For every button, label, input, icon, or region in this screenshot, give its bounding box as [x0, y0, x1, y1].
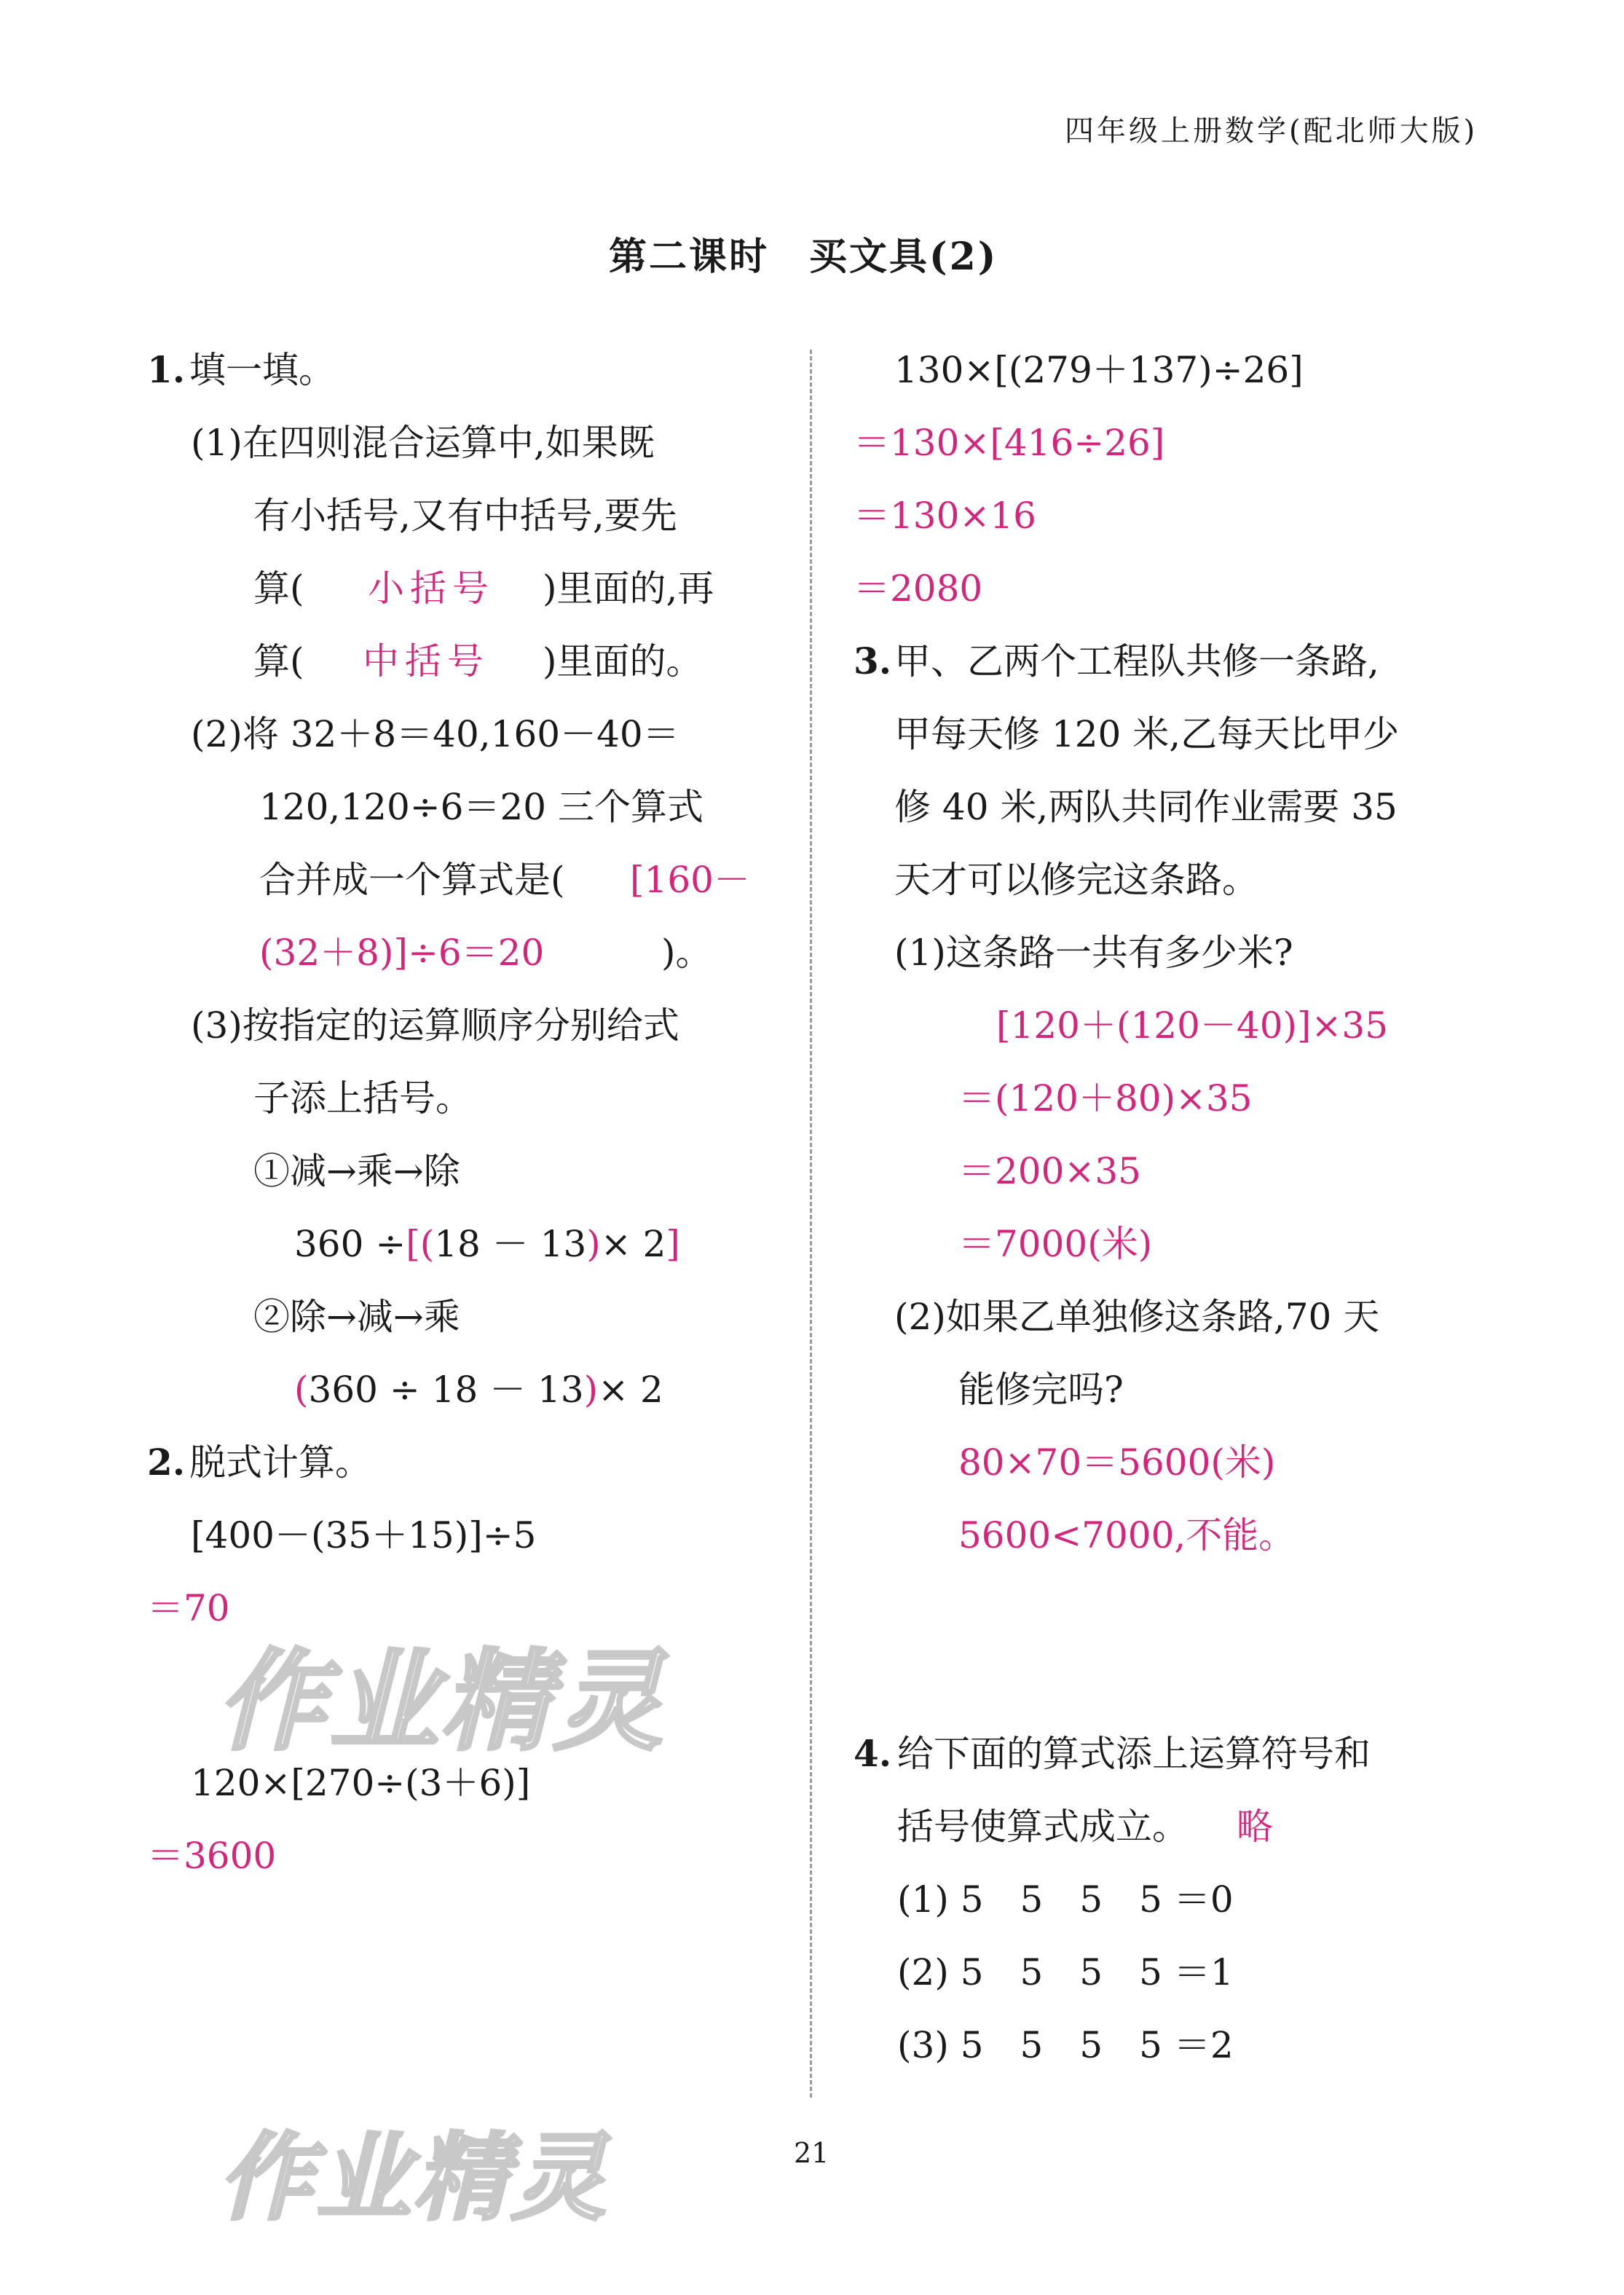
answer-step: 80×70＝5600(米)	[958, 1441, 1276, 1484]
question-number: 3.	[854, 639, 892, 682]
answer: 小括号	[368, 567, 494, 610]
watermark: 作业精灵	[217, 1639, 666, 1765]
expression-part: 360 ÷ 18 － 13	[308, 1369, 584, 1411]
expression-part: 18 － 13	[434, 1223, 587, 1265]
question-title: 填一填。	[189, 349, 335, 391]
text-line: )里面的,再	[543, 567, 714, 610]
answer-bracket: [(	[406, 1223, 435, 1265]
text-line: 有小括号,又有中括号,要先	[253, 495, 677, 537]
answer-step: ＝2080	[854, 567, 983, 610]
answer-bracket: ]	[666, 1223, 680, 1265]
expression-part: × 2	[600, 1223, 666, 1265]
answer-step: ＝200×35	[958, 1150, 1141, 1192]
question-number: 1.	[147, 348, 186, 391]
expression: 120×[270÷(3＋6)]	[191, 1762, 531, 1804]
answer-step: ＝130×16	[854, 495, 1036, 537]
text-line: 天才可以修完这条路。	[894, 859, 1258, 901]
text-line: (1)在四则混合运算中,如果既	[191, 422, 655, 464]
expression-part: × 2	[598, 1369, 663, 1411]
answer-bracket: (	[294, 1369, 309, 1411]
text-line: 修 40 米,两队共同作业需要 35	[894, 786, 1398, 828]
answer-step: ＝7000(米)	[958, 1223, 1153, 1265]
text-line: (1)这条路一共有多少米?	[894, 932, 1293, 974]
text-line: 算(	[253, 567, 304, 610]
text-line: 能修完吗?	[958, 1369, 1124, 1411]
question-number: 2.	[147, 1441, 186, 1484]
book-header: 四年级上册数学(配北师大版)	[1065, 114, 1478, 148]
text-line: 甲每天修 120 米,乙每天比甲少	[894, 713, 1400, 755]
page-number: 21	[794, 2137, 829, 2169]
column-divider	[810, 350, 812, 2098]
answer: 中括号	[363, 640, 489, 682]
text-line: ①减→乘→除	[253, 1150, 460, 1192]
answer-step: 5600<7000,不能。	[958, 1514, 1296, 1556]
answer: 略	[1237, 1806, 1273, 1848]
lesson-title: 第二课时 买文具(2)	[609, 235, 998, 279]
answer-step: [120＋(120－40)]×35	[996, 1004, 1389, 1047]
expression: 130×[(279＋137)÷26]	[894, 349, 1304, 391]
answer: ＝70	[147, 1587, 230, 1629]
text-line: )。	[661, 932, 712, 974]
text-line: 120,120÷6＝20 三个算式	[259, 786, 703, 828]
watermark: 作业精灵	[218, 2122, 610, 2233]
text-line: )里面的。	[543, 640, 703, 682]
answer: [160－	[630, 859, 750, 901]
text-line: 括号使算式成立。	[897, 1806, 1189, 1848]
expression	[294, 1369, 663, 1411]
expression-part: 360 ÷	[294, 1223, 406, 1265]
answer-step: ＝130×[416÷26]	[854, 422, 1165, 464]
text-line: 合并成一个算式是(	[259, 859, 565, 901]
text-line: (2)将 32＋8＝40,160－40＝	[191, 713, 679, 755]
text-line: 算(	[253, 640, 304, 682]
text-line: (3)按指定的运算顺序分别给式	[191, 1004, 679, 1047]
equation-item: (2) 5 5 5 5 ＝1	[897, 1951, 1234, 1993]
expression	[294, 1223, 680, 1265]
equation-item: (1) 5 5 5 5 ＝0	[897, 1878, 1234, 1921]
answer: (32＋8)]÷6＝20	[259, 932, 545, 974]
expression: [400－(35＋15)]÷5	[191, 1514, 537, 1556]
text-line: (2)如果乙单独修这条路,70 天	[894, 1296, 1380, 1338]
text-line: ②除→减→乘	[253, 1296, 460, 1338]
question-title: 脱式计算。	[189, 1441, 371, 1484]
text-line: 给下面的算式添上运算符号和	[897, 1733, 1371, 1775]
text-line: 子添上括号。	[253, 1077, 472, 1119]
answer-bracket: )	[583, 1369, 599, 1411]
answer: ＝3600	[147, 1835, 277, 1877]
question-number: 4.	[854, 1732, 892, 1775]
text-line: 甲、乙两个工程队共修一条路,	[894, 640, 1379, 682]
answer-step: ＝(120＋80)×35	[958, 1077, 1253, 1119]
equation-item: (3) 5 5 5 5 ＝2	[897, 2024, 1234, 2066]
answer-bracket: )	[586, 1223, 601, 1265]
